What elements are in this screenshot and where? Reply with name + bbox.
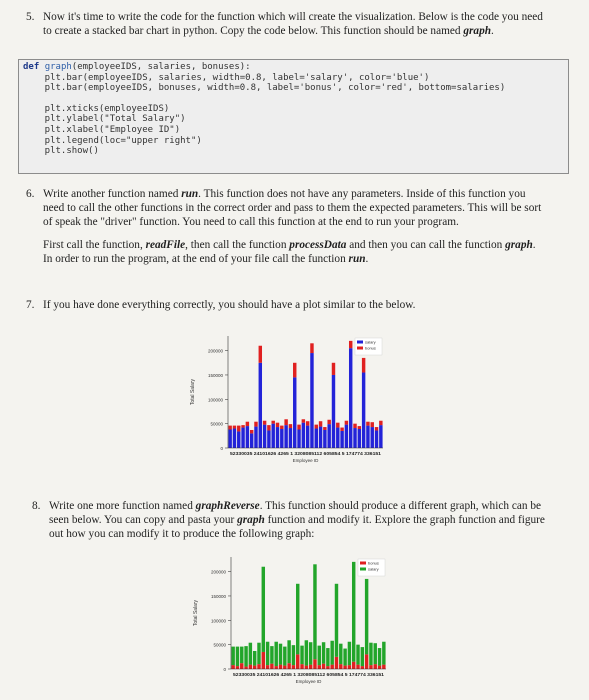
bar-salary (274, 642, 277, 666)
bar-bonus (356, 665, 359, 669)
bar-bonus (374, 664, 377, 669)
y-tick-label: 0 (223, 667, 226, 672)
bar-bonus (361, 666, 364, 669)
bar-bonus (340, 428, 343, 431)
bar-bonus (283, 666, 286, 669)
x-axis-label: Employee ID (295, 679, 322, 684)
bar-bonus (339, 664, 342, 669)
bar-bonus (326, 666, 329, 669)
bar-salary (310, 353, 313, 448)
bar-bonus (327, 420, 330, 424)
y-tick-label: 100000 (210, 618, 226, 624)
bar-bonus (280, 426, 283, 429)
bar-bonus (241, 425, 244, 427)
bar-salary (300, 646, 303, 665)
bar-bonus (353, 424, 356, 428)
bar-salary (246, 426, 249, 448)
bar-salary (379, 425, 382, 448)
question-8-text: Write one more function named graphReverse. This function should produce a different graph, which can be seen below. You can copy and pasta your graph function and modify it. Explore the graph function and figure out how you can modify it to produce the following graph: (49, 500, 545, 540)
code-line-8: plt.show() (23, 146, 99, 157)
bar-salary (332, 375, 335, 448)
bar-salary (322, 642, 325, 663)
bar-salary (348, 642, 351, 665)
question-8-number: 8. (32, 500, 41, 512)
bar-bonus (257, 664, 260, 669)
bar-salary (271, 424, 274, 448)
question-7 (26, 298, 546, 312)
bar-bonus (246, 422, 249, 426)
bar-salary (375, 430, 378, 448)
bar-salary (236, 647, 239, 666)
bar-salary (253, 651, 256, 666)
bar-bonus (315, 425, 318, 429)
bar-bonus (287, 663, 290, 669)
bar-salary (378, 648, 381, 666)
bar-salary (302, 423, 305, 448)
bar-salary (361, 647, 364, 666)
bar-bonus (352, 662, 355, 669)
bar-salary (382, 642, 385, 665)
code-line-1: def graph(employeeIDS, salaries, bonuses): (23, 62, 251, 72)
bar-salary (309, 642, 312, 664)
bar-salary (319, 427, 322, 448)
legend-swatch-salary (360, 568, 366, 571)
bar-salary (267, 430, 270, 448)
code-line-7: plt.legend(loc="upper right") (23, 135, 202, 146)
bar-salary (345, 425, 348, 448)
bar-bonus (236, 666, 239, 669)
bar-salary (280, 429, 283, 448)
question-5 (26, 10, 546, 38)
bar-salary (358, 429, 361, 448)
y-tick-label: 200000 (210, 569, 226, 575)
question-5-number: 5. (26, 11, 35, 23)
bar-salary (254, 427, 257, 448)
bar-salary (240, 647, 243, 664)
bar-bonus (336, 423, 339, 428)
bar-salary (231, 647, 234, 666)
bar-bonus (366, 422, 369, 426)
bar-salary (263, 425, 266, 448)
bar-salary (237, 431, 240, 448)
bar-salary (297, 429, 300, 448)
bar-salary (365, 579, 368, 654)
bar-bonus (358, 426, 361, 429)
bar-bonus (284, 419, 287, 425)
bar-salary (284, 425, 287, 448)
question-6-number: 6. (26, 188, 35, 200)
bar-bonus (323, 427, 326, 430)
bar-bonus (297, 425, 300, 430)
bar-bonus (379, 421, 382, 425)
bar-salary (270, 646, 273, 664)
question-6-instructions: First call the function, readFile, then call the function processData and then you can call the function graph. In order to run the program, at the end of your file call the function run. (43, 239, 536, 265)
bar-bonus (250, 430, 253, 433)
bar-bonus (371, 422, 374, 427)
bar-bonus (228, 426, 231, 430)
x-tick-labels: 52330035 24101626 4265 1 3208085112 605854 5 174774 336151 (233, 672, 385, 677)
bar-bonus (249, 665, 252, 669)
bar-bonus (305, 666, 308, 669)
bar-bonus (343, 666, 346, 669)
code-line-6: plt.xlabel("Employee ID") (23, 124, 181, 135)
bar-salary (244, 646, 247, 666)
bar-bonus (253, 666, 256, 669)
bar-salary (362, 373, 365, 448)
legend-label-bonus: bonus (368, 560, 379, 566)
y-tick-label: 0 (220, 446, 223, 451)
bar-bonus (349, 341, 352, 348)
question-6 (26, 187, 546, 266)
legend-swatch-bonus (357, 347, 363, 350)
bar-salary (257, 643, 260, 664)
y-tick-label: 200000 (207, 348, 223, 354)
bar-salary (318, 646, 321, 665)
bar-salary (241, 428, 244, 448)
code-line-3: plt.bar(employeeIDS, bonuses, width=0.8, label='bonus', color='red', bottom=salaries) (23, 83, 506, 94)
bar-salary (266, 642, 269, 665)
bar-bonus (274, 666, 277, 669)
bar-bonus (365, 654, 368, 669)
bar-bonus (335, 657, 338, 669)
bar-bonus (266, 665, 269, 669)
y-tick-label: 50000 (213, 642, 226, 648)
code-line-5: plt.ylabel("Total Salary") (23, 114, 186, 125)
bar-salary (336, 428, 339, 448)
bar-salary (330, 641, 333, 665)
bar-bonus (345, 421, 348, 425)
y-axis-label: Total Salary (193, 599, 199, 627)
chart-salary-bonus (150, 326, 400, 476)
bar-salary (259, 363, 262, 448)
bar-salary (283, 647, 286, 666)
bar-salary (228, 429, 231, 448)
bar-salary (233, 429, 236, 448)
bar-bonus (254, 422, 257, 427)
bar-salary (262, 567, 265, 652)
bar-bonus (313, 659, 316, 669)
bar-bonus (309, 665, 312, 669)
bar-salary (327, 424, 330, 448)
bar-salary (306, 426, 309, 448)
bar-salary (371, 427, 374, 448)
bar-bonus (322, 664, 325, 669)
bar-bonus (293, 363, 296, 378)
bar-bonus (231, 665, 234, 669)
question-5-text: Now it's time to write the code for the function which will create the visualization. Below is the code you need to create a stacked bar chart in python. Copy the code below. This function should be named graph. (43, 11, 543, 37)
bar-salary (315, 429, 318, 448)
bar-bonus (382, 665, 385, 669)
x-tick-labels: 52330035 24101626 4265 1 3208085112 605854 5 174774 336151 (230, 451, 382, 456)
bar-bonus (270, 664, 273, 669)
bar-salary (339, 644, 342, 664)
bar-salary (374, 643, 377, 664)
chart-salary-bonus-svg (150, 326, 400, 476)
bar-salary (313, 564, 316, 659)
bar-salary (289, 428, 292, 448)
bar-bonus (292, 665, 295, 669)
bar-bonus (240, 663, 243, 669)
bar-bonus (330, 665, 333, 669)
legend-swatch-bonus (360, 562, 366, 565)
bar-bonus (271, 421, 274, 424)
bar-salary (276, 427, 279, 448)
bar-bonus (259, 346, 262, 363)
bar-bonus (319, 421, 322, 426)
bar-salary (249, 643, 252, 665)
bar-salary (323, 430, 326, 448)
question-8 (32, 499, 550, 541)
x-axis-label: Employee ID (292, 458, 319, 463)
bar-salary (343, 649, 346, 666)
bar-salary (305, 640, 308, 665)
bar-salary (296, 584, 299, 655)
bar-bonus (310, 343, 313, 353)
bar-salary (366, 426, 369, 448)
bar-bonus (262, 652, 265, 669)
legend-label-salary: salary (368, 566, 379, 572)
bar-bonus (318, 665, 321, 669)
bar-salary (293, 377, 296, 448)
bar-bonus (362, 358, 365, 373)
question-7-number: 7. (26, 299, 35, 311)
bar-salary (326, 648, 329, 666)
bar-bonus (237, 426, 240, 432)
y-axis-label: Total Salary (190, 378, 196, 406)
bar-salary (352, 562, 355, 662)
chart-bonus-salary-reverse-svg (153, 547, 403, 697)
bar-salary (250, 433, 253, 448)
chart-bonus-salary-reverse (153, 547, 403, 697)
bar-bonus (369, 665, 372, 669)
legend-swatch-salary (357, 341, 363, 344)
bar-bonus (378, 666, 381, 669)
bar-bonus (263, 421, 266, 425)
legend-label-bonus: bonus (365, 345, 376, 351)
legend-label-salary: salary (365, 339, 376, 345)
bar-bonus (276, 423, 279, 427)
bar-bonus (267, 425, 270, 430)
bar-bonus (375, 427, 378, 430)
bar-salary (335, 584, 338, 657)
bar-salary (353, 428, 356, 448)
y-tick-label: 50000 (210, 421, 223, 427)
bar-bonus (233, 426, 236, 429)
bar-bonus (348, 665, 351, 669)
code-line-2: plt.bar(employeeIDS, salaries, width=0.8, label='salary', color='blue') (23, 72, 430, 83)
question-7-text: If you have done everything correctly, you should have a plot similar to the below. (43, 299, 416, 311)
bar-bonus (296, 654, 299, 669)
question-6-text: Write another function named run. This function does not have any parameters. Inside of this function you need to call the other functions in the correct order and pass to them the expected parameters. This will be sort of speak the "driver" function. You need to call this function at the end to run your program. (43, 188, 542, 228)
bar-bonus (332, 363, 335, 375)
bar-bonus (289, 424, 292, 428)
y-tick-label: 100000 (207, 397, 223, 403)
bar-bonus (306, 421, 309, 425)
bar-bonus (302, 419, 305, 422)
bar-bonus (244, 667, 247, 669)
bar-salary (279, 644, 282, 665)
bar-salary (340, 431, 343, 448)
bar-bonus (279, 665, 282, 669)
y-tick-label: 150000 (210, 593, 226, 599)
bar-salary (369, 643, 372, 665)
code-line-4: plt.xticks(employeeIDS) (23, 103, 170, 114)
bar-salary (356, 645, 359, 665)
code-block (18, 59, 569, 174)
bar-salary (292, 645, 295, 665)
y-tick-label: 150000 (207, 372, 223, 378)
bar-salary (349, 348, 352, 448)
bar-salary (287, 640, 290, 663)
bar-bonus (300, 664, 303, 669)
